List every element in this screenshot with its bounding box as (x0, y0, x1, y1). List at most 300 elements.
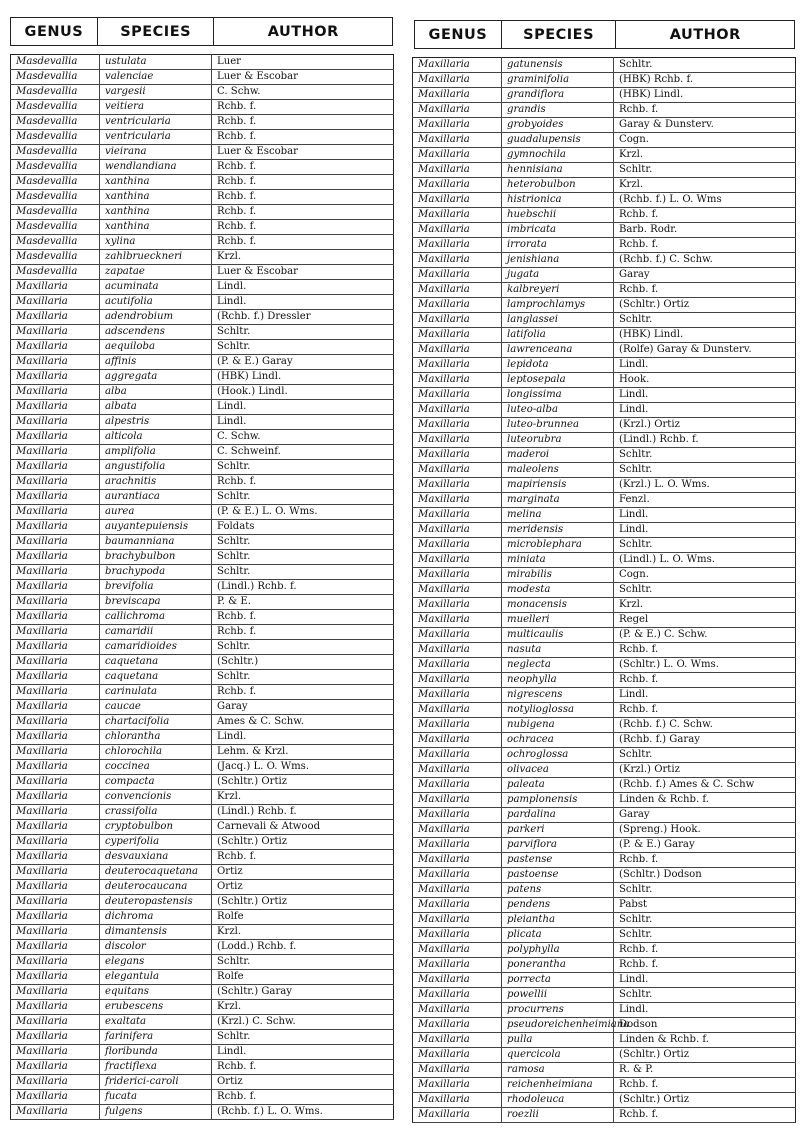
genus-cell: Maxillaria (413, 898, 502, 913)
table-row (413, 493, 796, 508)
left-species-table (10, 54, 394, 1120)
genus-cell: Maxillaria (11, 310, 100, 325)
table-row (11, 1045, 394, 1060)
table-row (413, 1048, 796, 1063)
genus-cell: Maxillaria (413, 373, 502, 388)
author-cell: Schltr. (212, 1030, 394, 1045)
table-row (413, 313, 796, 328)
genus-cell: Maxillaria (11, 535, 100, 550)
species-cell: ochroglossa (502, 748, 614, 763)
genus-cell: Maxillaria (11, 340, 100, 355)
author-cell: (Rolfe) Garay & Dunsterv. (614, 343, 796, 358)
author-cell: (P. & E.) Garay (212, 355, 394, 370)
author-cell: Lindl. (614, 523, 796, 538)
genus-cell: Maxillaria (413, 433, 502, 448)
table-row (11, 790, 394, 805)
genus-cell: Maxillaria (11, 955, 100, 970)
genus-cell: Maxillaria (11, 1015, 100, 1030)
table-row (413, 868, 796, 883)
author-cell: Pabst (614, 898, 796, 913)
author-cell: Schltr. (614, 988, 796, 1003)
table-row (413, 523, 796, 538)
table-row (413, 193, 796, 208)
table-row (413, 118, 796, 133)
author-cell: Lindl. (614, 358, 796, 373)
author-cell: Rchb. f. (212, 220, 394, 235)
table-row (413, 1003, 796, 1018)
species-cell: neglecta (502, 658, 614, 673)
species-cell: vieirana (100, 145, 212, 160)
author-cell: Schltr. (212, 550, 394, 565)
table-row (11, 100, 394, 115)
genus-cell: Maxillaria (413, 418, 502, 433)
genus-cell: Maxillaria (413, 853, 502, 868)
table-row (11, 1060, 394, 1075)
author-header: AUTHOR (669, 26, 741, 43)
genus-cell: Maxillaria (413, 103, 502, 118)
author-cell: Rchb. f. (212, 610, 394, 625)
author-cell: C. Schw. (212, 85, 394, 100)
species-cell: albata (100, 400, 212, 415)
species-cell: grandis (502, 103, 614, 118)
author-cell: Hook. (614, 373, 796, 388)
species-cell: alpestris (100, 415, 212, 430)
author-cell: Rchb. f. (614, 673, 796, 688)
species-cell: affinis (100, 355, 212, 370)
genus-cell: Maxillaria (413, 688, 502, 703)
table-row (413, 1093, 796, 1108)
genus-cell: Maxillaria (11, 430, 100, 445)
genus-cell: Maxillaria (413, 283, 502, 298)
table-row (11, 655, 394, 670)
author-cell: Rchb. f. (614, 103, 796, 118)
genus-cell: Maxillaria (11, 970, 100, 985)
author-cell: Rchb. f. (614, 283, 796, 298)
table-row (413, 748, 796, 763)
table-row (413, 898, 796, 913)
author-cell: Rchb. f. (212, 100, 394, 115)
species-cell: pleiantha (502, 913, 614, 928)
table-row (413, 703, 796, 718)
genus-cell: Maxillaria (413, 1048, 502, 1063)
genus-cell: Maxillaria (11, 925, 100, 940)
species-cell: aurantiaca (100, 490, 212, 505)
author-cell: Lehm. & Krzl. (212, 745, 394, 760)
author-cell: Rchb. f. (212, 850, 394, 865)
species-cell: caucae (100, 700, 212, 715)
genus-cell: Maxillaria (413, 568, 502, 583)
right-column-header (414, 20, 795, 49)
author-cell: Rchb. f. (212, 130, 394, 145)
genus-cell: Maxillaria (11, 835, 100, 850)
species-cell: aggregata (100, 370, 212, 385)
author-cell: (Krzl.) Ortiz (614, 418, 796, 433)
species-cell: wendlandiana (100, 160, 212, 175)
author-cell: (Schltr.) (212, 655, 394, 670)
species-cell: crassifolia (100, 805, 212, 820)
author-cell: (Rchb. f.) C. Schw. (614, 253, 796, 268)
genus-cell: Maxillaria (11, 1030, 100, 1045)
genus-cell: Masdevallia (11, 85, 100, 100)
table-row (413, 328, 796, 343)
table-row (11, 235, 394, 250)
table-row (413, 688, 796, 703)
table-row (413, 838, 796, 853)
author-cell: Lindl. (614, 973, 796, 988)
genus-cell: Maxillaria (11, 880, 100, 895)
table-row (413, 913, 796, 928)
species-cell: quercicola (502, 1048, 614, 1063)
author-cell: Krzl. (212, 1000, 394, 1015)
species-cell: dichroma (100, 910, 212, 925)
table-row (11, 415, 394, 430)
author-cell: Schltr. (614, 448, 796, 463)
table-row (413, 538, 796, 553)
table-row (11, 175, 394, 190)
species-cell: brachypoda (100, 565, 212, 580)
genus-cell: Masdevallia (11, 205, 100, 220)
table-row (11, 850, 394, 865)
table-row (11, 490, 394, 505)
table-row (413, 163, 796, 178)
species-cell: luteorubra (502, 433, 614, 448)
species-cell: exaltata (100, 1015, 212, 1030)
author-cell: (Schltr.) Dodson (614, 868, 796, 883)
table-row (11, 835, 394, 850)
table-row (11, 340, 394, 355)
table-row (11, 190, 394, 205)
table-row (11, 805, 394, 820)
genus-cell: Maxillaria (413, 703, 502, 718)
species-cell: auyantepuiensis (100, 520, 212, 535)
species-header: SPECIES (502, 21, 617, 48)
species-cell: chartacifolia (100, 715, 212, 730)
species-cell: farinifera (100, 1030, 212, 1045)
species-cell: aequiloba (100, 340, 212, 355)
species-cell: lepidota (502, 358, 614, 373)
species-cell: olivacea (502, 763, 614, 778)
author-cell: Luer & Escobar (212, 70, 394, 85)
genus-cell: Maxillaria (11, 790, 100, 805)
author-cell: (Lindl.) L. O. Wms. (614, 553, 796, 568)
species-cell: plicata (502, 928, 614, 943)
table-row (413, 88, 796, 103)
species-cell: deuterocaquetana (100, 865, 212, 880)
species-cell: imbricata (502, 223, 614, 238)
genus-cell: Maxillaria (413, 883, 502, 898)
genus-cell: Maxillaria (11, 655, 100, 670)
author-cell: R. & P. (614, 1063, 796, 1078)
genus-cell: Maxillaria (11, 850, 100, 865)
species-cell: acuminata (100, 280, 212, 295)
author-cell: Luer & Escobar (212, 145, 394, 160)
table-row (413, 298, 796, 313)
author-cell: Rchb. f. (614, 238, 796, 253)
author-cell: Ortiz (212, 865, 394, 880)
table-row (11, 400, 394, 415)
table-row (11, 580, 394, 595)
species-cell: grobyoides (502, 118, 614, 133)
species-cell: pendens (502, 898, 614, 913)
genus-cell: Maxillaria (413, 178, 502, 193)
species-cell: caquetana (100, 655, 212, 670)
author-cell: Krzl. (614, 148, 796, 163)
author-cell: (Rchb. f.) Dressler (212, 310, 394, 325)
genus-cell: Maxillaria (413, 58, 502, 73)
table-row (11, 505, 394, 520)
table-row (11, 565, 394, 580)
species-cell: nasuta (502, 643, 614, 658)
author-cell: (Krzl.) L. O. Wms. (614, 478, 796, 493)
table-row (413, 973, 796, 988)
table-row (11, 145, 394, 160)
species-cell: muelleri (502, 613, 614, 628)
species-cell: irrorata (502, 238, 614, 253)
author-cell: (HBK) Lindl. (614, 88, 796, 103)
table-row (11, 1015, 394, 1030)
right-species-table (412, 57, 796, 1123)
author-cell: Krzl. (212, 250, 394, 265)
author-cell: C. Schweinf. (212, 445, 394, 460)
author-cell: (Schltr.) Ortiz (212, 835, 394, 850)
table-row (11, 985, 394, 1000)
species-header: SPECIES (98, 18, 215, 45)
author-cell: Schltr. (212, 955, 394, 970)
species-cell: luteo-alba (502, 403, 614, 418)
table-row (413, 268, 796, 283)
genus-cell: Maxillaria (11, 565, 100, 580)
species-cell: fucata (100, 1090, 212, 1105)
author-cell: (Schltr.) Ortiz (614, 298, 796, 313)
author-cell: Krzl. (614, 178, 796, 193)
genus-cell: Maxillaria (413, 493, 502, 508)
table-row (11, 205, 394, 220)
table-row (11, 1075, 394, 1090)
genus-cell: Maxillaria (11, 1075, 100, 1090)
genus-cell: Maxillaria (413, 583, 502, 598)
genus-cell: Masdevallia (11, 265, 100, 280)
author-cell: Rchb. f. (614, 1078, 796, 1093)
author-cell: Foldats (212, 520, 394, 535)
table-row (413, 583, 796, 598)
genus-cell: Maxillaria (11, 1090, 100, 1105)
author-cell: (Rchb. f.) C. Schw. (614, 718, 796, 733)
author-cell: Lindl. (614, 1003, 796, 1018)
author-cell: Lindl. (212, 415, 394, 430)
species-cell: miniata (502, 553, 614, 568)
species-cell: parkeri (502, 823, 614, 838)
author-cell: Schltr. (212, 640, 394, 655)
species-cell: xanthina (100, 205, 212, 220)
author-cell: Rchb. f. (212, 205, 394, 220)
species-cell: brevifolia (100, 580, 212, 595)
species-cell: lamprochlamys (502, 298, 614, 313)
table-row (413, 988, 796, 1003)
table-row (11, 220, 394, 235)
author-cell: Cogn. (614, 133, 796, 148)
author-cell: P. & E. (212, 595, 394, 610)
species-cell: camaridii (100, 625, 212, 640)
genus-cell: Maxillaria (413, 628, 502, 643)
left-column-header (10, 17, 393, 46)
author-cell: Rchb. f. (212, 1060, 394, 1075)
author-cell: C. Schw. (212, 430, 394, 445)
species-cell: modesta (502, 583, 614, 598)
table-row (413, 448, 796, 463)
author-cell: Schltr. (614, 913, 796, 928)
genus-cell: Maxillaria (11, 640, 100, 655)
author-cell: Rchb. f. (212, 190, 394, 205)
species-cell: veitiera (100, 100, 212, 115)
genus-cell: Maxillaria (11, 280, 100, 295)
author-cell: (Lindl.) Rchb. f. (614, 433, 796, 448)
genus-cell: Maxillaria (413, 1093, 502, 1108)
species-cell: mapiriensis (502, 478, 614, 493)
species-cell: ponerantha (502, 958, 614, 973)
table-row (11, 445, 394, 460)
table-row (413, 223, 796, 238)
genus-cell: Maxillaria (11, 415, 100, 430)
table-row (11, 520, 394, 535)
species-cell: pamplonensis (502, 793, 614, 808)
table-row (11, 370, 394, 385)
genus-cell: Maxillaria (413, 118, 502, 133)
table-row (413, 418, 796, 433)
genus-cell: Maxillaria (11, 385, 100, 400)
table-row (413, 823, 796, 838)
genus-cell: Maxillaria (11, 1105, 100, 1120)
species-cell: leptosepala (502, 373, 614, 388)
genus-cell: Maxillaria (413, 298, 502, 313)
genus-cell: Maxillaria (413, 313, 502, 328)
genus-cell: Maxillaria (413, 823, 502, 838)
genus-cell: Maxillaria (11, 325, 100, 340)
author-cell: Rchb. f. (212, 1090, 394, 1105)
genus-cell: Maxillaria (413, 718, 502, 733)
author-cell: Schltr. (614, 463, 796, 478)
table-row (413, 373, 796, 388)
species-cell: caquetana (100, 670, 212, 685)
table-row (11, 310, 394, 325)
genus-cell: Maxillaria (413, 598, 502, 613)
author-cell: Krzl. (212, 925, 394, 940)
genus-cell: Maxillaria (413, 268, 502, 283)
genus-cell: Maxillaria (413, 208, 502, 223)
table-row (413, 553, 796, 568)
table-row (11, 895, 394, 910)
species-cell: zapatae (100, 265, 212, 280)
genus-cell: Maxillaria (413, 913, 502, 928)
genus-cell: Maxillaria (413, 838, 502, 853)
author-cell: (Schltr.) Ortiz (212, 775, 394, 790)
genus-cell: Maxillaria (413, 1033, 502, 1048)
table-row (413, 778, 796, 793)
genus-cell: Masdevallia (11, 100, 100, 115)
species-cell: gymnochila (502, 148, 614, 163)
species-cell: maderoi (502, 448, 614, 463)
species-cell: roezlii (502, 1108, 614, 1123)
species-cell: aurea (100, 505, 212, 520)
table-row (11, 940, 394, 955)
author-cell: Schltr. (212, 460, 394, 475)
author-cell: Lindl. (212, 1045, 394, 1060)
species-cell: jenishiana (502, 253, 614, 268)
author-cell: Cogn. (614, 568, 796, 583)
genus-header: GENUS (415, 21, 502, 48)
species-cell: erubescens (100, 1000, 212, 1015)
species-cell: huebschii (502, 208, 614, 223)
genus-cell: Maxillaria (11, 460, 100, 475)
author-cell: Rchb. f. (212, 160, 394, 175)
table-row (11, 1000, 394, 1015)
genus-cell: Maxillaria (11, 820, 100, 835)
genus-cell: Maxillaria (11, 625, 100, 640)
genus-cell: Maxillaria (413, 193, 502, 208)
species-cell: deuteropastensis (100, 895, 212, 910)
species-cell: camaridioides (100, 640, 212, 655)
genus-cell: Maxillaria (11, 715, 100, 730)
table-row (11, 430, 394, 445)
author-cell: Lindl. (614, 388, 796, 403)
author-cell: (Krzl.) C. Schw. (212, 1015, 394, 1030)
table-row (11, 1030, 394, 1045)
species-cell: patens (502, 883, 614, 898)
table-row (413, 253, 796, 268)
species-cell: marginata (502, 493, 614, 508)
table-row (413, 853, 796, 868)
table-row (11, 670, 394, 685)
genus-cell: Maxillaria (413, 748, 502, 763)
genus-cell: Maxillaria (11, 760, 100, 775)
author-cell: Schltr. (614, 748, 796, 763)
genus-cell: Maxillaria (413, 448, 502, 463)
genus-cell: Maxillaria (11, 505, 100, 520)
author-cell: (Lindl.) Rchb. f. (212, 805, 394, 820)
author-cell: (Schltr.) L. O. Wms. (614, 658, 796, 673)
species-cell: cryptobulbon (100, 820, 212, 835)
species-cell: ochracea (502, 733, 614, 748)
genus-cell: Masdevallia (11, 175, 100, 190)
table-row (413, 568, 796, 583)
species-cell: ramosa (502, 1063, 614, 1078)
table-row (11, 775, 394, 790)
table-row (413, 238, 796, 253)
author-cell: Rolfe (212, 970, 394, 985)
species-cell: lawrenceana (502, 343, 614, 358)
genus-cell: Maxillaria (413, 388, 502, 403)
author-cell: Dodson (614, 1018, 796, 1033)
table-row (11, 535, 394, 550)
genus-cell: Maxillaria (413, 223, 502, 238)
genus-cell: Maxillaria (11, 580, 100, 595)
table-row (413, 73, 796, 88)
species-cell: discolor (100, 940, 212, 955)
species-cell: nigrescens (502, 688, 614, 703)
species-cell: rhodoleuca (502, 1093, 614, 1108)
author-cell: Schltr. (614, 58, 796, 73)
genus-cell: Masdevallia (11, 70, 100, 85)
author-cell: (Rchb. f.) L. O. Wms (614, 193, 796, 208)
author-cell: Luer & Escobar (212, 265, 394, 280)
species-cell: monacensis (502, 598, 614, 613)
genus-cell: Maxillaria (413, 358, 502, 373)
table-row (413, 763, 796, 778)
author-cell: (Schltr.) Garay (212, 985, 394, 1000)
genus-cell: Maxillaria (413, 538, 502, 553)
species-cell: graminifolia (502, 73, 614, 88)
table-row (11, 865, 394, 880)
author-cell: Krzl. (212, 790, 394, 805)
